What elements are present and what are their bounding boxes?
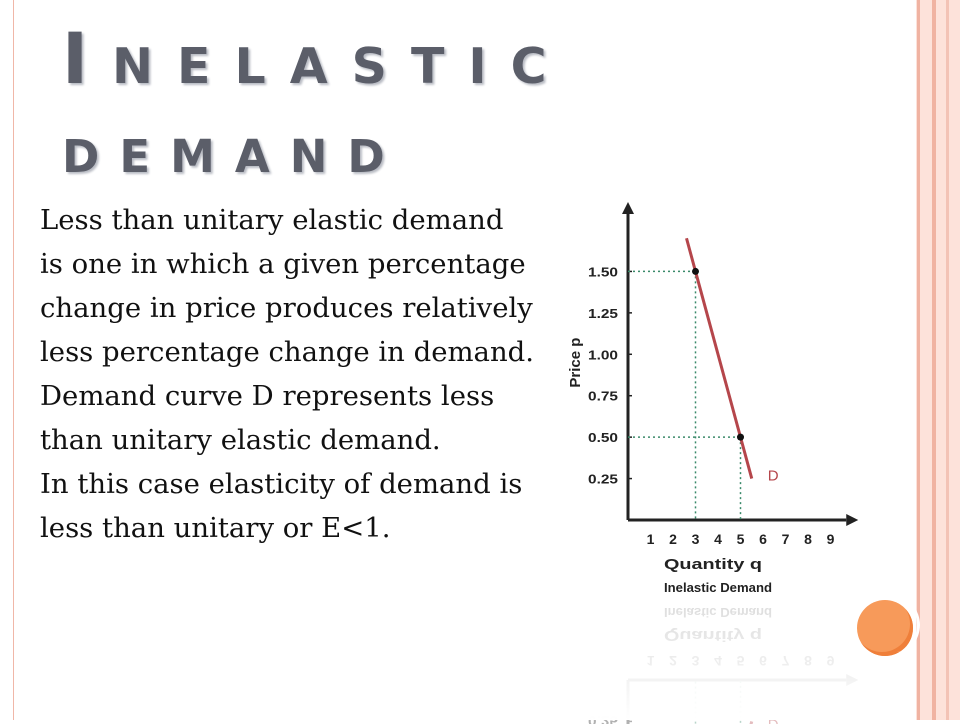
body-paragraph-elasticity: In this case elasticity of demand is less than unitary or E<1. <box>40 468 523 544</box>
y-tick-label: 0.75 <box>588 389 619 404</box>
x-tick-label: 9 <box>826 531 835 547</box>
body-paragraph-definition: Less than unitary elastic demand is one in which a given percentage change in price produces relatively less percentage change in demand. <box>40 204 535 368</box>
data-point <box>692 268 699 275</box>
y-axis-arrow <box>622 202 634 214</box>
title-line-2: demand <box>62 114 405 188</box>
x-tick-label: 6 <box>759 531 767 547</box>
y-tick-label: 1.25 <box>588 306 619 321</box>
slide-frame-left <box>0 0 14 720</box>
x-tick-label: 5 <box>736 531 745 547</box>
y-tick-label: 0.50 <box>588 431 619 446</box>
chart-caption: Inelastic Demand <box>664 580 773 595</box>
x-tick-label: 7 <box>781 531 790 547</box>
x-tick-label: 4 <box>714 531 722 547</box>
title-line-1: Inelastic <box>62 18 571 100</box>
decorative-ring <box>873 598 920 652</box>
demand-chart <box>540 200 905 720</box>
data-point <box>737 434 744 441</box>
x-tick-label: 8 <box>804 531 812 547</box>
y-tick-label: 1.00 <box>588 348 619 363</box>
y-axis-label: Price p <box>567 337 584 388</box>
body-paragraph-curve: Demand curve D represents less than unitary elastic demand. <box>40 380 495 456</box>
x-tick-label: 2 <box>669 531 677 547</box>
y-tick-label: 1.50 <box>588 265 619 280</box>
slide-body <box>40 198 535 550</box>
x-tick-label: 3 <box>691 531 700 547</box>
demand-chart-image <box>540 200 905 720</box>
frame-stripe <box>946 0 949 720</box>
slide-frame-right <box>916 0 960 720</box>
slide-title <box>62 14 702 196</box>
x-axis-arrow <box>846 514 858 526</box>
y-tick-label: 0.25 <box>588 472 619 487</box>
x-tick-label: 1 <box>646 531 655 547</box>
x-axis-label: Quantity q <box>664 556 762 573</box>
curve-label-d: D <box>767 467 779 485</box>
frame-stripe <box>932 0 936 720</box>
